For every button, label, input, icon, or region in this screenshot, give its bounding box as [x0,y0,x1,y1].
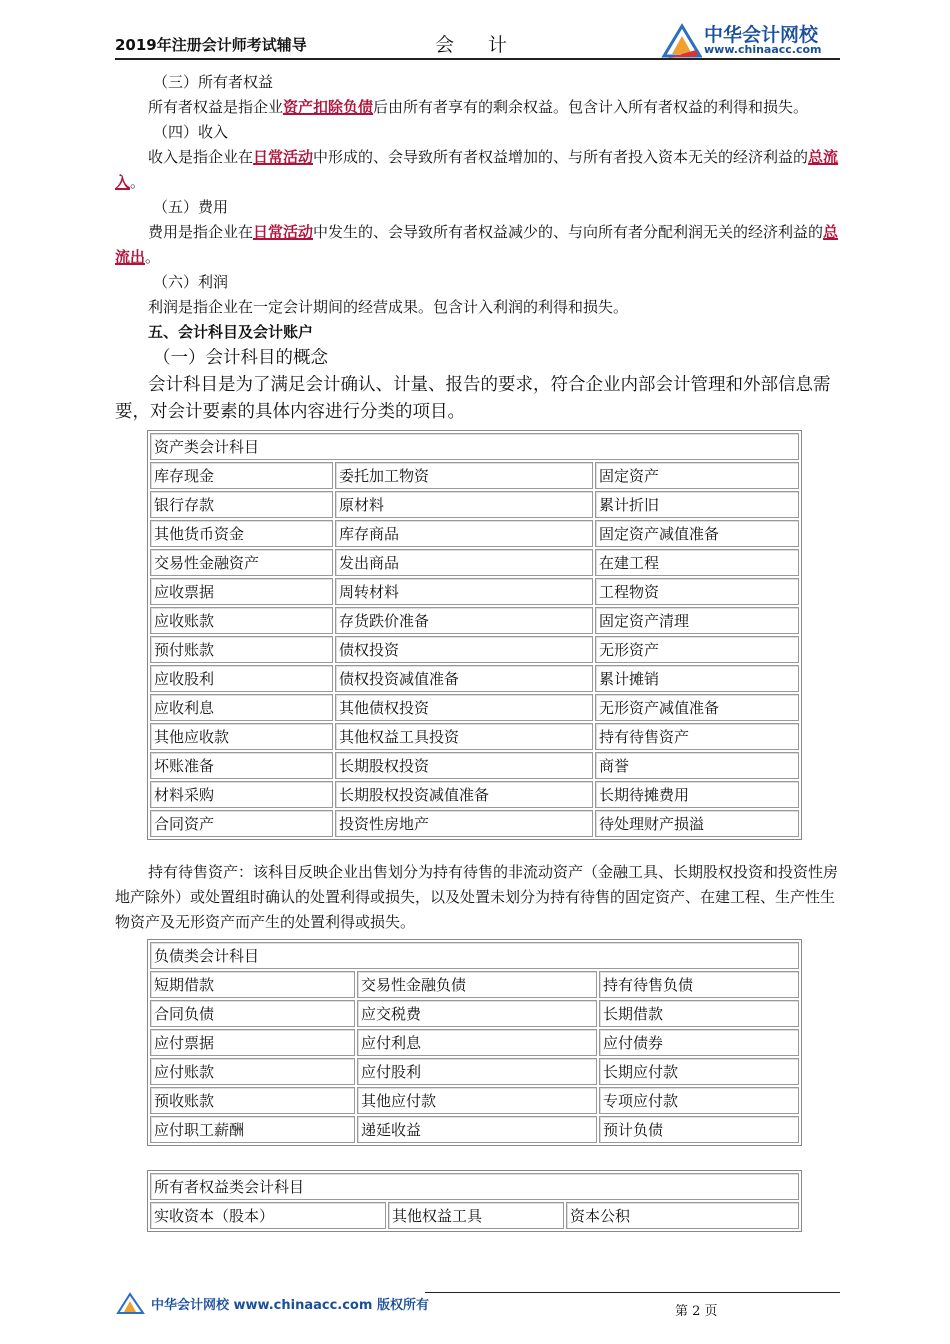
table-row [150,665,799,692]
table-cell: 应收账款 [150,607,333,634]
table-cell: 专项应付款 [599,1087,799,1114]
table-title: 所有者权益类会计科目 [150,1173,799,1200]
logo-brand-name: 中华会计网校 [704,24,819,46]
asset-accounts-table [147,430,802,840]
table-row [150,520,799,547]
table-title-row [150,942,799,969]
footer-rule [425,1292,840,1293]
liability-accounts-table [147,939,802,1146]
table-cell: 交易性金融资产 [150,549,333,576]
table-row [150,1087,799,1114]
table-cell: 应收股利 [150,665,333,692]
table-row [150,607,799,634]
table-row [150,636,799,663]
table-row [150,810,799,837]
header-course-title: 2019年注册会计师考试辅导 [115,36,307,54]
footer-logo-icon [115,1290,147,1316]
table-cell: 其他应付款 [357,1087,597,1114]
logo-url: www.chinaacc.com [704,43,822,56]
table-cell: 其他货币资金 [150,520,333,547]
table-row [150,1000,799,1027]
table-row [150,1029,799,1056]
table-cell: 周转材料 [335,578,593,605]
heading-accounts: 五、会计科目及会计账户 [148,323,314,341]
header-subject: 会 计 [435,34,522,56]
table-cell: 工程物资 [595,578,799,605]
table-row [150,1202,799,1229]
table-cell: 应付利息 [357,1029,597,1056]
table-cell: 累计摊销 [595,665,799,692]
document-body [115,70,840,1232]
table-cell: 长期股权投资 [335,752,593,779]
table-cell: 无形资产减值准备 [595,694,799,721]
table-title: 负债类会计科目 [150,942,799,969]
table-cell: 短期借款 [150,971,355,998]
table-cell: 固定资产 [595,462,799,489]
page-header [115,20,840,60]
table-cell: 材料采购 [150,781,333,808]
table-cell: 债权投资减值准备 [335,665,593,692]
highlight-total-outflow: 总流出 [115,223,839,266]
table-cell: 长期股权投资减值准备 [335,781,593,808]
table-cell: 库存商品 [335,520,593,547]
page-footer [115,1286,840,1326]
table-cell: 长期待摊费用 [595,781,799,808]
table-cell: 资本公积 [566,1202,799,1229]
table-cell: 无形资产 [595,636,799,663]
table-cell: 投资性房地产 [335,810,593,837]
table-cell: 应付债券 [599,1029,799,1056]
table-row [150,1058,799,1085]
highlight-daily-activities: 日常活动 [253,223,314,241]
section-title-expense: （五）费用 [153,198,229,216]
table-cell: 库存现金 [150,462,333,489]
highlight-total-inflow: 总流入 [115,148,839,191]
page-number: 第 2 页 [675,1304,718,1319]
paragraph-equity: 所有者权益是指企业资产扣除负债后由所有者享有的剩余权益。包含计入所有者权益的利得和损失。 [148,98,809,116]
table-cell: 应付职工薪酬 [150,1116,355,1143]
table-cell: 坏账准备 [150,752,333,779]
table-row [150,694,799,721]
table-cell: 应付账款 [150,1058,355,1085]
table-cell: 合同负债 [150,1000,355,1027]
paragraph-account-concept: 会计科目是为了满足会计确认、计量、报告的要求，符合企业内部会计管理和外部信息需要，对会计要素的具体内容进行分类的项目。 [115,375,831,422]
table-cell: 长期借款 [599,1000,799,1027]
brand-logo[interactable] [660,20,840,60]
table-cell: 其他应收款 [150,723,333,750]
section-title-profit: （六）利润 [153,273,229,291]
subheading-account-concept: （一）会计科目的概念 [153,348,328,368]
paragraph-profit: 利润是指企业在一定会计期间的经营成果。包含计入利润的利得和损失。 [148,298,629,316]
table-title: 资产类会计科目 [150,433,799,460]
paragraph-revenue: 收入是指企业在日常活动中形成的、会导致所有者权益增加的、与所有者投入资本无关的经济利益的总流入。 [115,148,839,191]
table-cell: 固定资产减值准备 [595,520,799,547]
table-cell: 委托加工物资 [335,462,593,489]
table-cell: 持有待售资产 [595,723,799,750]
highlight-assets-minus-liabilities: 资产扣除负债 [283,98,374,116]
section-title-equity: （三）所有者权益 [153,73,274,91]
table-cell: 存货跌价准备 [335,607,593,634]
header-rule [115,58,840,60]
table-row [150,549,799,576]
table-cell: 其他权益工具投资 [335,723,593,750]
table-cell: 实收资本（股本） [150,1202,386,1229]
table-cell: 预计负债 [599,1116,799,1143]
table-row [150,723,799,750]
table-title-row [150,433,799,460]
table-cell: 应收票据 [150,578,333,605]
table-row [150,578,799,605]
highlight-daily-activities: 日常活动 [253,148,314,166]
table-cell: 应付票据 [150,1029,355,1056]
table-cell: 应交税费 [357,1000,597,1027]
table-cell: 合同资产 [150,810,333,837]
table-title-row [150,1173,799,1200]
table-cell: 债权投资 [335,636,593,663]
logo-triangle-icon [660,20,702,60]
footer-copyright[interactable]: 中华会计网校 www.chinaacc.com 版权所有 [151,1298,429,1313]
equity-accounts-table [147,1170,802,1232]
section-title-revenue: （四）收入 [153,123,229,141]
paragraph-expense: 费用是指企业在日常活动中发生的、会导致所有者权益减少的、与向所有者分配利润无关的经济利益的总流出。 [115,223,839,266]
table-cell: 其他债权投资 [335,694,593,721]
table-row [150,491,799,518]
table-cell: 持有待售负债 [599,971,799,998]
table-cell: 商誉 [595,752,799,779]
table-cell: 累计折旧 [595,491,799,518]
table-cell: 原材料 [335,491,593,518]
table-cell: 交易性金融负债 [357,971,597,998]
paragraph-held-for-sale-note: 持有待售资产：该科目反映企业出售划分为持有待售的非流动资产（金融工具、长期股权投资和投资性房地产除外）或处置组时确认的处置利得或损失，以及处置未划分为持有待售的固定资产、在建工程、生产性生物资产及无形资产而产生的处置利得或损失。 [115,863,839,931]
table-row [150,971,799,998]
table-cell: 银行存款 [150,491,333,518]
table-row [150,462,799,489]
table-cell: 发出商品 [335,549,593,576]
table-cell: 预收账款 [150,1087,355,1114]
table-cell: 应付股利 [357,1058,597,1085]
table-cell: 在建工程 [595,549,799,576]
table-cell: 应收利息 [150,694,333,721]
table-cell: 待处理财产损溢 [595,810,799,837]
table-cell: 递延收益 [357,1116,597,1143]
table-cell: 固定资产清理 [595,607,799,634]
table-row [150,781,799,808]
table-cell: 其他权益工具 [388,1202,564,1229]
table-row [150,1116,799,1143]
table-cell: 长期应付款 [599,1058,799,1085]
table-row [150,752,799,779]
table-cell: 预付账款 [150,636,333,663]
